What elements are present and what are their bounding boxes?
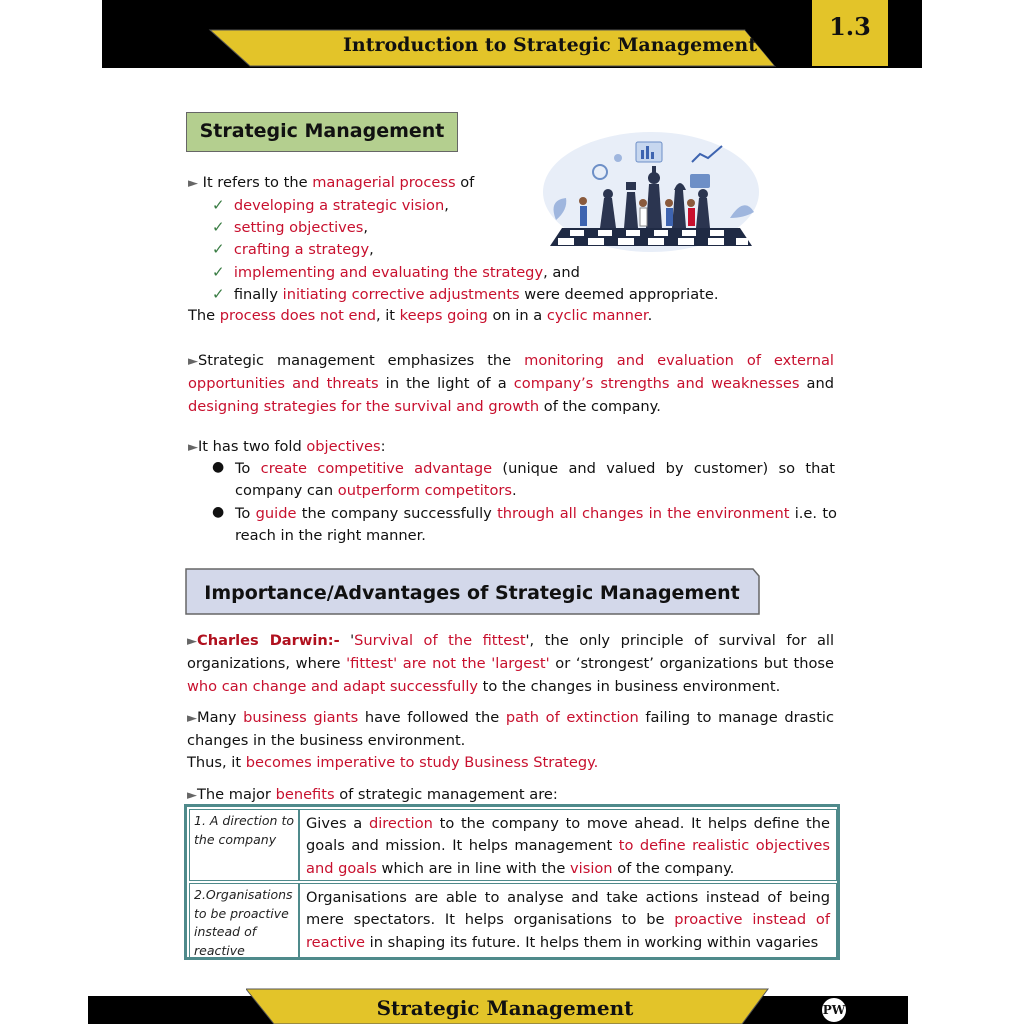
thus-highlight: becomes imperative to study Business Strategy. (245, 754, 599, 771)
para-text: of the company. (539, 397, 661, 415)
tick-highlight: implementing and evaluating the strategy (233, 264, 544, 281)
cell-text: which are in line with the (376, 859, 571, 877)
tick-highlight: setting objectives (233, 219, 364, 236)
para-text: to the changes in business environment. (478, 677, 781, 695)
tick-highlight: initiating corrective adjustments (282, 286, 520, 303)
cycle-line (188, 305, 652, 327)
cell-highlight: vision (570, 859, 613, 877)
cycle-highlight: cyclic manner (546, 307, 648, 324)
cell-highlight: proactive instead of reactive (306, 911, 831, 951)
darwin-name: Charles Darwin:- (197, 632, 340, 649)
para-text: Strategic management emphasizes the (198, 352, 525, 369)
tick-text-end: , (369, 241, 374, 258)
para-text: ', the only principle of survival for all organizations, where (187, 632, 834, 673)
tick-item (212, 238, 374, 261)
bullet-dot-icon: ● (212, 504, 225, 520)
footer-title: Strategic Management (376, 996, 634, 1020)
arrow-bullet-icon: ► (187, 788, 197, 803)
cycle-text: The (188, 307, 220, 324)
bullet-dot-icon: ● (212, 459, 225, 475)
header-title: Introduction to Strategic Management (343, 34, 757, 56)
para-highlight: designing strategies for the survival and growth (188, 397, 540, 415)
tick-item (212, 261, 580, 284)
benefits-text: The major (197, 786, 276, 803)
tick-item (212, 283, 719, 306)
tick-text: finally (233, 286, 283, 303)
bullet-text: the company successfully (296, 505, 498, 522)
objective-bullet (235, 503, 837, 548)
cycle-text: . (647, 307, 653, 324)
cell-text: to the company to move ahead. It helps define the goals and mission. It helps management (306, 815, 830, 855)
arrow-bullet-icon: ► (188, 176, 198, 191)
para-text: Many (197, 709, 244, 726)
tick-text-end: , (444, 197, 449, 214)
pw-logo: PW (820, 996, 848, 1024)
tick-item (212, 216, 368, 239)
objectives-text: It has two fold (198, 438, 307, 455)
tick-item (212, 194, 449, 217)
tick-highlight: developing a strategic vision (233, 197, 445, 214)
bullet-text: . (512, 482, 517, 500)
arrow-bullet-icon: ► (187, 711, 197, 726)
section-heading: Importance/Advantages of Strategic Management (204, 582, 740, 604)
intro-highlight: managerial process (312, 174, 456, 191)
tick-highlight: crafting a strategy (233, 241, 370, 258)
para-highlight: business giants (243, 709, 359, 726)
cycle-highlight: process does not end (219, 307, 376, 324)
table-row-label: 1. A direction to the company (189, 809, 299, 881)
cell-highlight: direction (368, 815, 433, 832)
bullet-highlight: outperform competitors (337, 482, 513, 500)
arrow-bullet-icon: ► (188, 354, 198, 369)
table-row-content (299, 809, 837, 881)
check-icon: ✓ (212, 218, 225, 236)
arrow-bullet-icon: ► (188, 440, 198, 455)
tick-text-end: were deemed appropriate. (519, 286, 719, 303)
cell-text: of the company. (612, 859, 735, 877)
thus-line (187, 752, 598, 774)
table-row-content (299, 883, 837, 958)
benefits-table (184, 804, 840, 960)
para-text: and (799, 375, 834, 393)
intro-line (188, 172, 474, 195)
bullet-text: To (235, 460, 261, 477)
tick-text-end: , (363, 219, 368, 236)
darwin-paragraph (187, 630, 834, 698)
bullet-text: i.e. to reach in the right manner. (235, 505, 837, 545)
check-icon: ✓ (212, 240, 225, 258)
tick-text-end: , and (543, 264, 580, 281)
chapter-number: 1.3 (829, 12, 871, 41)
check-icon: ✓ (212, 196, 225, 214)
bullet-highlight: create competitive advantage (260, 460, 493, 477)
bullet-text: To (235, 505, 256, 522)
para-text: ' (339, 632, 355, 649)
cycle-text: on in a (487, 307, 547, 324)
cell-highlight: to define realistic objectives and goals (306, 837, 830, 877)
cell-text: in shaping its future. It helps them in working within vagaries (365, 933, 819, 951)
para-highlight: 'fittest' are not the 'largest' (346, 655, 550, 673)
intro-text: It refers to the (202, 174, 313, 191)
cycle-highlight: keeps going (399, 307, 488, 324)
bullet-highlight: through all changes in the environment (497, 505, 790, 522)
para-highlight: monitoring and evaluation of external opportunities and threats (188, 352, 834, 393)
para-text: failing to manage drastic changes in the business environment. (187, 709, 834, 750)
benefits-text: of strategic management are: (334, 786, 558, 803)
para-highlight: company’s strengths and weaknesses (513, 375, 800, 393)
para-text: have followed the (358, 709, 506, 726)
para-highlight: who can change and adapt successfully (187, 677, 479, 695)
intro-text-end: of (455, 174, 475, 191)
bullet-text: (unique and valued by customer) so that company can (235, 460, 836, 500)
objectives-highlight: objectives (306, 438, 381, 455)
emphasis-paragraph (188, 350, 834, 418)
para-highlight: Survival of the fittest (354, 632, 526, 649)
benefits-highlight: benefits (275, 786, 335, 803)
giants-paragraph (187, 707, 834, 753)
para-highlight: path of extinction (505, 709, 639, 726)
bullet-highlight: guide (255, 505, 297, 522)
para-text: or ‘strongest’ organizations but those (549, 655, 834, 673)
objective-bullet (235, 458, 835, 503)
section-heading: Strategic Management (199, 120, 445, 142)
thus-text: Thus, it (187, 754, 246, 771)
cell-text: Gives a (306, 815, 369, 832)
arrow-bullet-icon: ► (187, 634, 197, 649)
check-icon: ✓ (212, 263, 225, 281)
cycle-text: , it (375, 307, 400, 324)
check-icon: ✓ (212, 285, 225, 303)
table-row-label: 2.Organisations to be proactive instead of reactive (189, 883, 299, 958)
objectives-text-end: : (380, 438, 386, 455)
chess-strategy-illustration (540, 128, 762, 256)
objectives-line (188, 436, 386, 459)
cell-text: Organisations are able to analyse and take actions instead of being mere spectators. It helps organisations to be (306, 889, 830, 929)
para-text: in the light of a (378, 375, 514, 393)
